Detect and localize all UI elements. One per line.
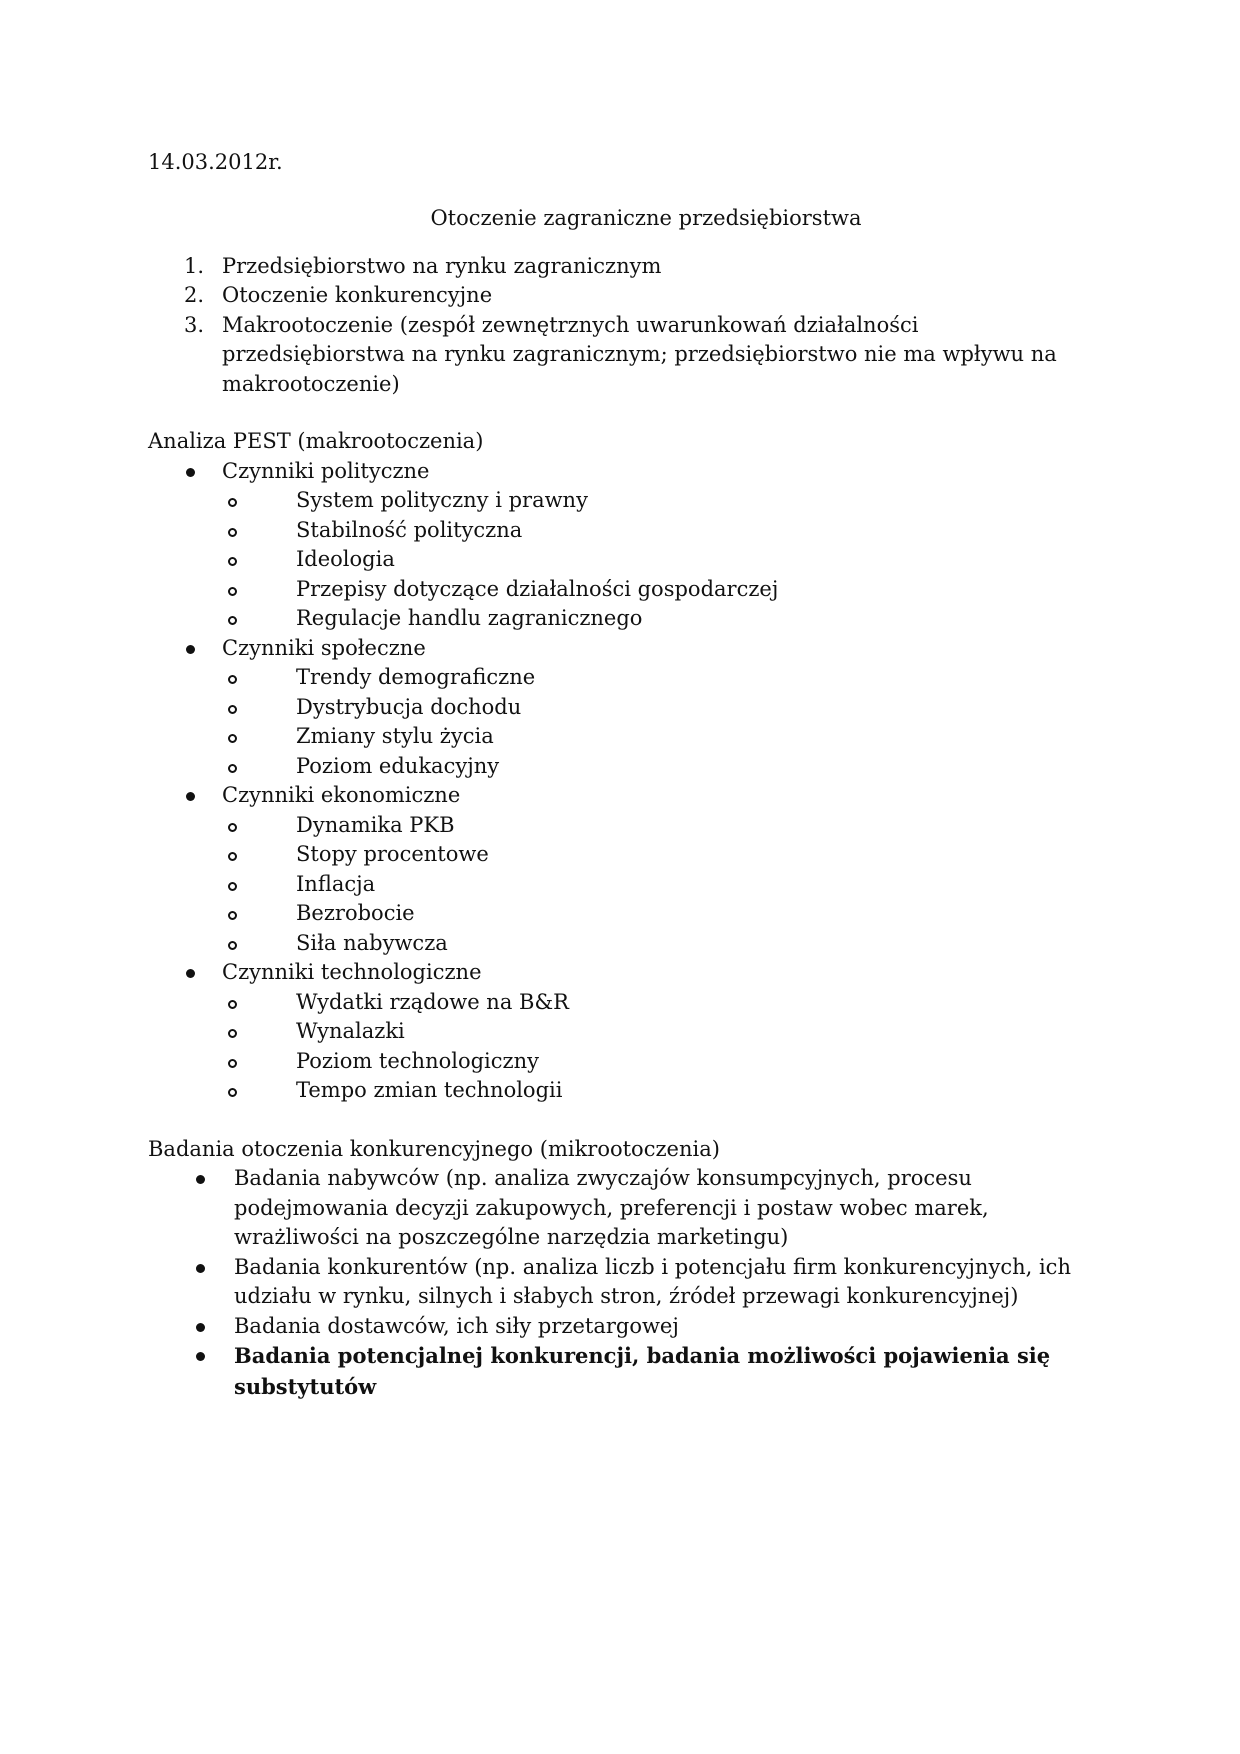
list-number: 2. bbox=[184, 283, 205, 307]
pest-sub-item-text: Poziom edukacyjny bbox=[296, 753, 500, 778]
bullet-icon bbox=[196, 1352, 205, 1361]
pest-sub-item bbox=[222, 1017, 1108, 1047]
pest-sub-item-text: Trendy demograficzne bbox=[296, 665, 536, 689]
pest-sublist bbox=[222, 988, 1108, 1106]
pest-group-label: Czynniki technologiczne bbox=[222, 960, 482, 984]
circle-bullet-icon bbox=[228, 734, 237, 743]
competitive-item bbox=[148, 1312, 1108, 1342]
pest-sublist bbox=[222, 811, 1108, 959]
competitive-item-text-bold: Badania potencjalnej konkurencji, badania możliwości pojawienia się substytutów bbox=[234, 1343, 1051, 1399]
pest-group bbox=[148, 634, 1108, 782]
pest-sub-item bbox=[222, 545, 1108, 575]
competitive-item-text: Badania nabywców (np. analiza zwyczajów konsumpcyjnych, procesu podejmowania decyzji zakupowych, preferencji i postaw wobec marek, wrażliwości na poszczególne narzędzia marketingu) bbox=[234, 1166, 989, 1249]
circle-bullet-icon bbox=[228, 764, 237, 773]
pest-sub-item bbox=[222, 663, 1108, 693]
pest-sub-item-text: Wydatki rządowe na B&R bbox=[296, 989, 569, 1014]
competitive-item bbox=[148, 1341, 1108, 1402]
pest-sub-item-text: Stopy procentowe bbox=[296, 842, 489, 866]
circle-bullet-icon bbox=[228, 498, 237, 507]
pest-group bbox=[148, 457, 1108, 634]
pest-sub-item-text: Ideologia bbox=[296, 547, 395, 571]
pest-sub-item-text: Tempo zmian technologii bbox=[296, 1078, 563, 1102]
bullet-icon bbox=[186, 468, 195, 477]
pest-sub-item bbox=[222, 604, 1108, 634]
pest-sub-item bbox=[222, 929, 1108, 959]
pest-sub-item-text: Bezrobocie bbox=[296, 901, 415, 925]
circle-bullet-icon bbox=[228, 675, 237, 684]
topic-numbered-list bbox=[148, 252, 1108, 400]
circle-bullet-icon bbox=[228, 852, 237, 861]
bullet-icon bbox=[186, 792, 195, 801]
bullet-icon bbox=[186, 969, 195, 978]
circle-bullet-icon bbox=[228, 911, 237, 920]
circle-bullet-icon bbox=[228, 1029, 237, 1038]
numbered-list-item bbox=[148, 252, 1108, 282]
bullet-icon bbox=[196, 1175, 205, 1184]
bullet-icon bbox=[196, 1264, 205, 1273]
pest-sub-item bbox=[222, 899, 1108, 929]
circle-bullet-icon bbox=[228, 1059, 237, 1068]
pest-sub-item-text: Wynalazki bbox=[296, 1019, 405, 1043]
pest-sub-item-text: System polityczny i prawny bbox=[296, 488, 588, 512]
pest-sub-item bbox=[222, 693, 1108, 723]
pest-sub-item bbox=[222, 486, 1108, 516]
circle-bullet-icon bbox=[228, 705, 237, 714]
pest-group bbox=[148, 781, 1108, 958]
circle-bullet-icon bbox=[228, 616, 237, 625]
competitive-item bbox=[148, 1253, 1108, 1312]
list-item-text: Przedsiębiorstwo na rynku zagranicznym bbox=[222, 253, 662, 278]
pest-sub-item bbox=[222, 516, 1108, 546]
document-title: Otoczenie zagraniczne przedsiębiorstwa bbox=[430, 206, 862, 230]
competitive-heading: Badania otoczenia konkurencyjnego (mikrootoczenia) bbox=[148, 1136, 720, 1161]
pest-sub-item-text: Stabilność polityczna bbox=[296, 517, 523, 542]
pest-sub-item-text: Inflacja bbox=[296, 871, 376, 896]
pest-sublist bbox=[222, 486, 1108, 634]
pest-sub-item-text: Przepisy dotyczące działalności gospodarczej bbox=[296, 576, 779, 601]
circle-bullet-icon bbox=[228, 587, 237, 596]
pest-sublist bbox=[222, 663, 1108, 781]
pest-sub-item bbox=[222, 840, 1108, 870]
circle-bullet-icon bbox=[228, 528, 237, 537]
bullet-icon bbox=[196, 1323, 205, 1332]
competitive-item-text: Badania konkurentów (np. analiza liczb i potencjału firm konkurencyjnych, ich udziału w rynku, silnych i słabych stron, źródeł przewagi konkurencyjnej) bbox=[234, 1254, 1071, 1308]
pest-sub-item bbox=[222, 988, 1108, 1018]
pest-sub-item-text: Dystrybucja dochodu bbox=[296, 694, 522, 719]
list-number: 1. bbox=[184, 253, 205, 278]
competitive-list bbox=[148, 1164, 1108, 1402]
pest-sub-item-text: Regulacje handlu zagranicznego bbox=[296, 606, 643, 630]
pest-sub-item bbox=[222, 870, 1108, 900]
circle-bullet-icon bbox=[228, 882, 237, 891]
bullet-icon bbox=[186, 645, 195, 654]
pest-list bbox=[148, 457, 1108, 1106]
pest-group-label: Czynniki polityczne bbox=[222, 458, 430, 483]
list-item-text: Makrootoczenie (zespół zewnętrznych uwarunkowań działalności przedsiębiorstwa na rynku zagranicznym; przedsiębiorstwo nie ma wpływu na makrootoczenie) bbox=[222, 312, 1057, 396]
document-date: 14.03.2012r. bbox=[148, 150, 283, 174]
pest-sub-item-text: Siła nabywcza bbox=[296, 930, 448, 955]
pest-sub-item-text: Poziom technologiczny bbox=[296, 1048, 539, 1073]
numbered-list-item bbox=[148, 311, 1108, 400]
pest-group bbox=[148, 958, 1108, 1106]
pest-group-label: Czynniki ekonomiczne bbox=[222, 783, 461, 807]
list-item-text: Otoczenie konkurencyjne bbox=[222, 283, 493, 307]
pest-sub-item-text: Dynamika PKB bbox=[296, 812, 455, 837]
numbered-list-item bbox=[148, 281, 1108, 311]
circle-bullet-icon bbox=[228, 1000, 237, 1009]
document-page bbox=[148, 148, 1108, 1402]
circle-bullet-icon bbox=[228, 823, 237, 832]
pest-sub-item-text: Zmiany stylu życia bbox=[296, 724, 494, 748]
competitive-item-text: Badania dostawców, ich siły przetargowej bbox=[234, 1313, 679, 1338]
pest-sub-item bbox=[222, 575, 1108, 605]
list-number: 3. bbox=[184, 312, 205, 337]
competitive-item bbox=[148, 1164, 1108, 1253]
pest-heading: Analiza PEST (makrootoczenia) bbox=[148, 429, 484, 453]
pest-sub-item bbox=[222, 1076, 1108, 1106]
pest-group-label: Czynniki społeczne bbox=[222, 635, 426, 660]
pest-sub-item bbox=[222, 752, 1108, 782]
pest-sub-item bbox=[222, 811, 1108, 841]
circle-bullet-icon bbox=[228, 1088, 237, 1097]
circle-bullet-icon bbox=[228, 557, 237, 566]
pest-sub-item bbox=[222, 722, 1108, 752]
pest-sub-item bbox=[222, 1047, 1108, 1077]
circle-bullet-icon bbox=[228, 941, 237, 950]
